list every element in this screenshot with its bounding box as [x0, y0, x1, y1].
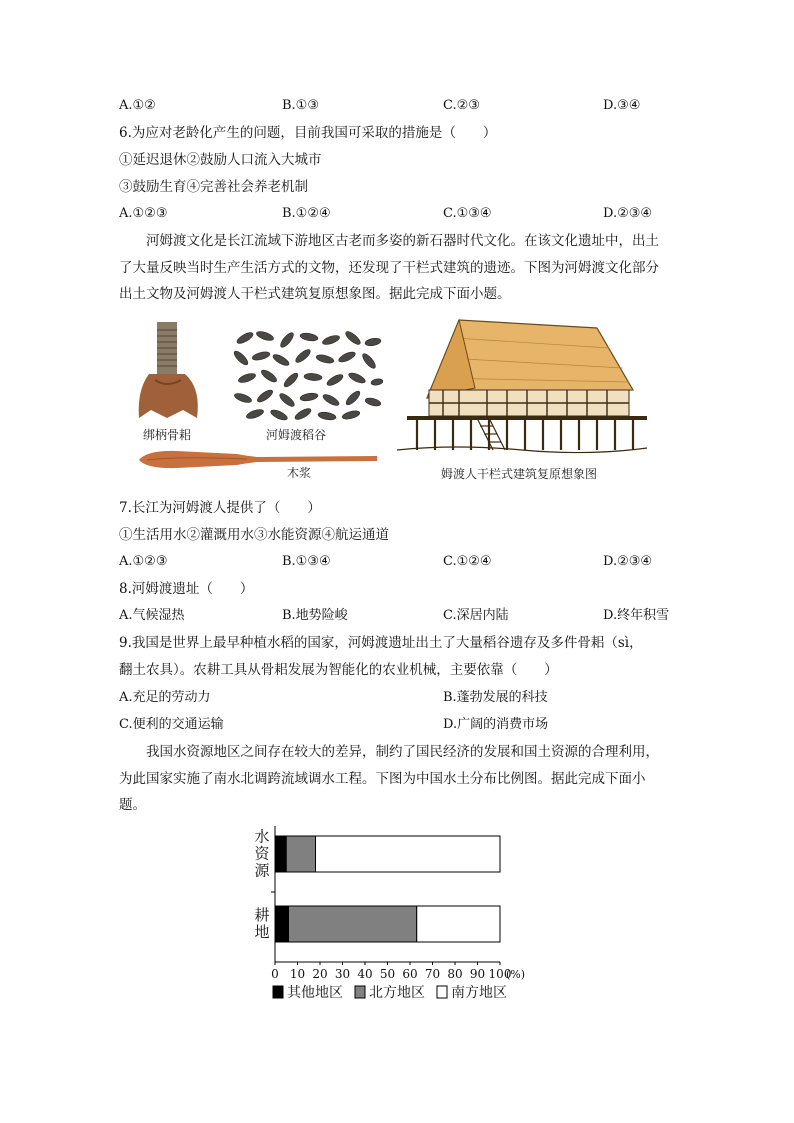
- category-label-0-char-1: 资: [254, 844, 270, 863]
- q6-items-line1: ①延迟退休②鼓励人口流入大城市: [119, 152, 322, 168]
- bar-segment-1-1: [289, 906, 417, 942]
- category-label-1-char-0: 耕: [254, 906, 270, 924]
- x-tick-label-3: 30: [334, 967, 351, 981]
- hemudu-figure: [135, 318, 655, 488]
- q6-option-a: A.①②③: [119, 206, 168, 221]
- q9-stem-line2: 翻土农具）。农耕工具从骨耜发展为智能化的农业机械，主要依靠（ ）: [119, 662, 558, 678]
- q7-stem: 7.长江为河姆渡人提供了（ ）: [119, 500, 321, 516]
- x-tick-label-4: 40: [357, 967, 373, 981]
- x-tick-label-0: 0: [271, 967, 279, 981]
- q5-option-b: B.①③: [282, 98, 319, 113]
- x-tick-label-8: 80: [447, 967, 463, 981]
- q6-option-c: C.①③④: [443, 206, 492, 221]
- q5-option-c: C.②③: [443, 98, 480, 113]
- q5-option-d: D.③④: [603, 98, 641, 113]
- category-label-0-char-2: 源: [254, 861, 270, 880]
- q9-option-b: B.蓬勃发展的科技: [443, 690, 548, 705]
- legend-label-0: 其他地区: [287, 985, 343, 1001]
- legend-swatch-2: [437, 986, 447, 998]
- q7-items: ①生活用水②灌溉用水③水能资源④航运通道: [119, 527, 389, 543]
- q6-option-b: B.①②④: [282, 206, 331, 221]
- q7-option-b: B.①③④: [282, 554, 331, 569]
- water-land-chart: [248, 822, 548, 1004]
- caption-oar: 木浆: [287, 466, 312, 480]
- bar-segment-0-1: [286, 836, 315, 872]
- q6-stem: 6.为应对老龄化产生的问题，目前我国可采取的措施是（ ）: [119, 125, 497, 141]
- x-tick-label-7: 70: [424, 967, 441, 981]
- bone-spade-image: [135, 318, 210, 423]
- bar-segment-1-0: [275, 906, 289, 942]
- x-tick-label-1: 10: [289, 967, 306, 981]
- q7-option-d: D.②③④: [603, 554, 653, 569]
- q9-option-a: A.充足的劳动力: [119, 690, 211, 705]
- bar-segment-0-2: [316, 836, 501, 872]
- q8-option-d: D.终年积雪: [603, 608, 670, 623]
- passage-water-transfer: 我国水资源地区之间存在较大的差异，制约了国民经济的发展和国土资源的合理利用，为此国家实施了南水北调跨流域调水工程。下图为中国水土分布比例图。据此完成下面小题。: [119, 744, 659, 813]
- wooden-oar-image: [137, 444, 382, 474]
- q8-option-b: B.地势险峻: [282, 608, 348, 623]
- q8-option-c: C.深居内陆: [443, 608, 509, 623]
- stilt-house-image: [397, 318, 647, 458]
- q8-option-a: A.气候湿热: [119, 608, 185, 623]
- q7-option-a: A.①②③: [119, 554, 168, 569]
- legend-swatch-0: [273, 986, 283, 998]
- q6-option-d: D.②③④: [603, 206, 653, 221]
- q6-items-line2: ③鼓励生育④完善社会养老机制: [119, 179, 308, 195]
- x-tick-label-6: 60: [402, 967, 418, 981]
- caption-stilt-house: 姆渡人干栏式建筑复原想象图: [441, 467, 598, 481]
- bar-segment-1-2: [417, 906, 500, 942]
- x-tick-label-2: 20: [312, 967, 328, 981]
- caption-rice: 河姆渡稻谷: [266, 428, 327, 442]
- q9-option-c: C.便利的交通运输: [119, 717, 224, 732]
- legend-label-2: 南方地区: [451, 985, 507, 1001]
- caption-bone-spade: 绑柄骨耜: [143, 428, 192, 442]
- x-tick-label-10: 100: [488, 967, 512, 981]
- q9-stem-line1: 9.我国是世界上最早种植水稻的国家，河姆渡遗址出土了大量稻谷遗存及多件骨耜（sì，: [119, 635, 643, 651]
- x-tick-label-9: 90: [469, 967, 486, 981]
- x-unit-label: (%): [506, 968, 526, 981]
- rice-grains-image: [233, 328, 383, 423]
- category-label-0-char-0: 水: [254, 827, 270, 846]
- q9-option-d: D.广阔的消费市场: [443, 717, 549, 732]
- category-label-1-char-1: 地: [254, 923, 270, 941]
- bar-segment-0-0: [275, 836, 286, 872]
- legend-label-1: 北方地区: [369, 985, 425, 1001]
- passage-hemudu: 河姆渡文化是长江流域下游地区古老而多姿的新石器时代文化。在该文化遗址中，出土了大量反映当时生产生活方式的文物，还发现了干栏式建筑的遗迹。下图为河姆渡文化部分出土文物及河姆渡人干栏式建筑复原想象图。据此完成下面小题。: [119, 233, 659, 302]
- q8-stem: 8.河姆渡遗址（ ）: [119, 581, 254, 597]
- x-tick-label-5: 50: [379, 967, 396, 981]
- q7-option-c: C.①②④: [443, 554, 492, 569]
- legend-swatch-1: [355, 986, 365, 998]
- q5-option-a: A.①②: [119, 98, 156, 113]
